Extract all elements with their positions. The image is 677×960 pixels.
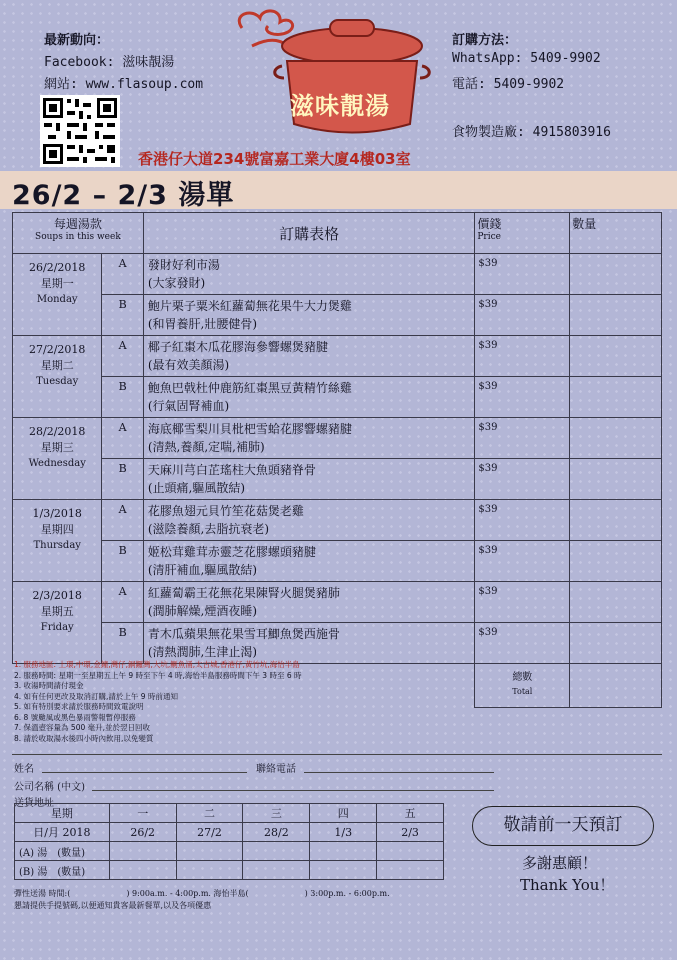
website-label: 網站: www.flasoup.com (44, 77, 204, 92)
soup-code: B (102, 623, 143, 664)
soup-row (13, 623, 662, 664)
weekday-en: Wednesday (28, 458, 86, 469)
qty-b-cell[interactable] (377, 861, 444, 880)
soup-name: 姬松茸雞茸赤靈芝花膠螺頭豬腱 (147, 545, 316, 559)
qr-code-icon (40, 95, 120, 167)
soup-row (13, 582, 662, 623)
note-item: 8. 請於收取湯水後四小時內飲用,以免變質 (14, 733, 154, 743)
weekday-cell: 五 (377, 804, 444, 823)
name-label: 姓名 (14, 764, 34, 775)
soup-code: A (102, 418, 143, 459)
soup-qty-cell[interactable] (570, 254, 662, 295)
qty-a-cell[interactable] (243, 842, 310, 861)
soup-row (13, 336, 662, 377)
weekday-zh: 星期三 (40, 441, 74, 454)
order-method-title: 訂購方法： (452, 33, 518, 48)
soup-qty-cell[interactable] (570, 582, 662, 623)
note-item: 2. 服務時間: 星期一至星期五上午 9 時至下午 4 時,海怡半島服務時間下午 3 時至 6 時 (14, 670, 302, 680)
note-item: 4. 如有任何更改及取消訂購,請於上午 9 時前通知 (14, 691, 178, 701)
date-label: 1/3/2018 (32, 507, 82, 520)
soup-desc: (清熱潤肺,生津止渴) (147, 645, 258, 659)
weekday-row-label: 星期 (15, 804, 110, 823)
soup-qty-cell[interactable] (570, 623, 662, 664)
shop-address: 香港仔大道234號富嘉工業大廈4樓03室 (138, 150, 411, 168)
factory-license: 食物製造廠: 4915803916 (452, 125, 611, 140)
soup-desc: (清熱,養顏,定喘,補肺) (147, 440, 265, 454)
total-cell: 總數 Total (475, 664, 570, 708)
soup-cell (143, 418, 475, 459)
soup-row (13, 500, 662, 541)
menu-title: 26/2 – 2/3 湯單 (12, 180, 235, 211)
soup-desc: (行氣固腎補血) (147, 399, 230, 413)
day-cell (13, 418, 102, 500)
soup-b-row-label: (B) 湯 (數量) (15, 861, 110, 880)
contact-label: 聯絡電話 (256, 764, 296, 775)
total-qty-cell (570, 664, 662, 708)
soup-desc: (大家發財) (147, 276, 206, 290)
qty-header: 數量 (570, 213, 662, 254)
weekday-cell: 二 (176, 804, 243, 823)
date-label: 26/2/2018 (29, 261, 86, 274)
day-cell (13, 582, 102, 664)
soup-price: $39 (475, 500, 570, 541)
soup-price: $39 (475, 541, 570, 582)
weekday-en: Friday (40, 622, 74, 633)
soup-code: B (102, 541, 143, 582)
soup-name: 青木瓜蘋果無花果雪耳鯽魚煲西施骨 (147, 627, 340, 641)
qty-a-cell[interactable] (310, 842, 377, 861)
news-title: 最新動向： (44, 33, 110, 48)
date-label: 2/3/2018 (32, 589, 82, 602)
mobile-request-note: 懇請提供手提號碼,以便通知貴客最新餐單,以及各項優惠 (14, 901, 212, 910)
soup-name: 花膠魚翅元貝竹笙花菇煲老雞 (147, 504, 304, 518)
soup-row (13, 459, 662, 500)
soup-name: 椰子紅棗木瓜花膠海參響螺煲豬腱 (147, 340, 328, 354)
soup-name: 發財好利市湯 (147, 258, 220, 272)
price-header: 價錢 Price (475, 213, 570, 254)
soup-desc: (和胃養肝,壯腰健骨) (147, 317, 258, 331)
soup-cell (143, 582, 475, 623)
weekday-cell: 四 (310, 804, 377, 823)
soup-cell (143, 459, 475, 500)
weekday-zh: 星期五 (40, 605, 74, 618)
weekday-cell: 三 (243, 804, 310, 823)
soup-row (13, 377, 662, 418)
soup-price: $39 (475, 418, 570, 459)
soup-qty-cell[interactable] (570, 295, 662, 336)
form-header: 訂購表格 (143, 213, 475, 254)
soup-qty-cell[interactable] (570, 500, 662, 541)
logo-text: 滋味靚湯 (290, 92, 390, 120)
soup-price: $39 (475, 377, 570, 418)
soup-desc: (最有效美顏湯) (147, 358, 230, 372)
soup-cell (143, 295, 475, 336)
soup-code: A (102, 336, 143, 377)
service-notes (14, 660, 514, 744)
date-label: 28/2/2018 (29, 425, 86, 438)
soup-price: $39 (475, 582, 570, 623)
soup-cell (143, 336, 475, 377)
soup-cell (143, 500, 475, 541)
day-cell (13, 500, 102, 582)
soup-name: 天麻川芎白芷瑤柱大魚頭豬脊骨 (147, 463, 316, 477)
soup-price: $39 (475, 459, 570, 500)
delivery-time-note: 彈性送湯 時間:( ) 9:00a.m. - 4:00p.m. 海怡半島( ) 3:00p.m. - 6:00p.m. (14, 889, 390, 898)
soup-cell (143, 623, 475, 664)
qty-b-cell[interactable] (243, 861, 310, 880)
soup-code: A (102, 500, 143, 541)
date-label: 27/2/2018 (29, 343, 86, 356)
whatsapp-label: WhatsApp: 5409-9902 (452, 51, 601, 66)
advance-order-stamp: 敬請前一天預訂 (472, 806, 654, 846)
soup-code: B (102, 295, 143, 336)
phone-label: 電話: 5409-9902 (452, 77, 565, 92)
qty-a-cell[interactable] (109, 842, 176, 861)
soup-name: 海底椰雪梨川貝枇杷雪蛤花膠響螺豬腱 (147, 422, 352, 436)
soup-code: A (102, 582, 143, 623)
company-field[interactable] (92, 790, 494, 791)
qty-b-cell[interactable] (176, 861, 243, 880)
name-field[interactable] (42, 772, 247, 773)
date-cell: 27/2 (176, 823, 243, 842)
note-item: 7. 保溫壺容量為 500 毫升,並於翌日回收 (14, 723, 151, 732)
day-cell (13, 336, 102, 418)
weekday-zh: 星期二 (40, 359, 74, 372)
soup-code: B (102, 377, 143, 418)
qty-b-cell[interactable] (310, 861, 377, 880)
soup-cell (143, 541, 475, 582)
menu-banner (0, 171, 677, 209)
contact-field[interactable] (304, 772, 494, 773)
soup-row (13, 295, 662, 336)
soup-qty-cell[interactable] (570, 336, 662, 377)
qty-a-cell[interactable] (176, 842, 243, 861)
soup-desc: (清肝補血,驅風散結) (147, 563, 258, 577)
thanks-zh: 多謝惠顧！ (522, 854, 598, 872)
soup-price: $39 (475, 295, 570, 336)
soup-row (13, 418, 662, 459)
soup-name: 鮑魚巴戟杜仲鹿筋紅棗黑豆黃精竹絲雞 (147, 381, 352, 395)
qty-a-cell[interactable] (377, 842, 444, 861)
date-cell: 1/3 (310, 823, 377, 842)
soup-cell (143, 254, 475, 295)
soup-code: B (102, 459, 143, 500)
note-item: 5. 如有特別要求請於服務時間致電說明 (14, 702, 144, 711)
weekday-en: Thursday (33, 540, 81, 551)
soup-row (13, 254, 662, 295)
soup-qty-cell[interactable] (570, 418, 662, 459)
note-item: 6. 8 號颱風或黑色暴雨警報暫停服務 (14, 712, 136, 722)
date-row-label: 日/月 2018 (15, 823, 110, 842)
thanks-en: Thank You！ (520, 876, 615, 894)
soup-qty-cell[interactable] (570, 541, 662, 582)
note-item: 1. 服務地區: 上環,中環,金鐘,灣仔,銅鑼灣,大坑,鰂魚涌,太古城,香港仔,黃竹坑,海怡半島 (14, 660, 300, 669)
soup-desc: (潤肺解燥,煙酒夜睡) (147, 604, 258, 618)
soup-code: A (102, 254, 143, 295)
soup-name: 紅蘿蔔霸王花無花果陳腎火腿煲豬肺 (147, 586, 340, 600)
weekday-zh: 星期四 (40, 523, 74, 536)
soup-price: $39 (475, 623, 570, 664)
soup-pot-logo-icon (232, 6, 442, 156)
date-cell: 28/2 (243, 823, 310, 842)
soup-name: 鮑片栗子粟米紅蘿蔔無花果牛大力煲雞 (147, 299, 352, 313)
qty-b-cell[interactable] (109, 861, 176, 880)
weekday-cell: 一 (109, 804, 176, 823)
soup-a-row-label: (A) 湯 (數量) (15, 842, 110, 861)
soup-price: $39 (475, 254, 570, 295)
date-cell: 26/2 (109, 823, 176, 842)
company-label: 公司名稱 (中文) (14, 782, 85, 793)
soup-desc: (滋陰養顏,去脂抗衰老) (147, 522, 270, 536)
address-label: 送貨地址 (14, 798, 54, 809)
soup-menu-table (12, 212, 662, 708)
weekday-en: Monday (36, 294, 78, 305)
weekday-en: Tuesday (36, 376, 79, 387)
soup-qty-cell[interactable] (570, 459, 662, 500)
soup-row (13, 541, 662, 582)
note-item: 3. 收湯時間請付現金 (14, 681, 84, 690)
day-cell (13, 254, 102, 336)
order-quantity-table (14, 803, 444, 880)
soups-header: 每週湯款 Soups in this week (13, 213, 144, 254)
soup-desc: (止頭痛,驅風散結) (147, 481, 246, 495)
weekday-zh: 星期一 (40, 277, 74, 290)
date-cell: 2/3 (377, 823, 444, 842)
soup-qty-cell[interactable] (570, 377, 662, 418)
facebook-label: Facebook: 滋味靚湯 (44, 55, 175, 70)
soup-price: $39 (475, 336, 570, 377)
soup-cell (143, 377, 475, 418)
